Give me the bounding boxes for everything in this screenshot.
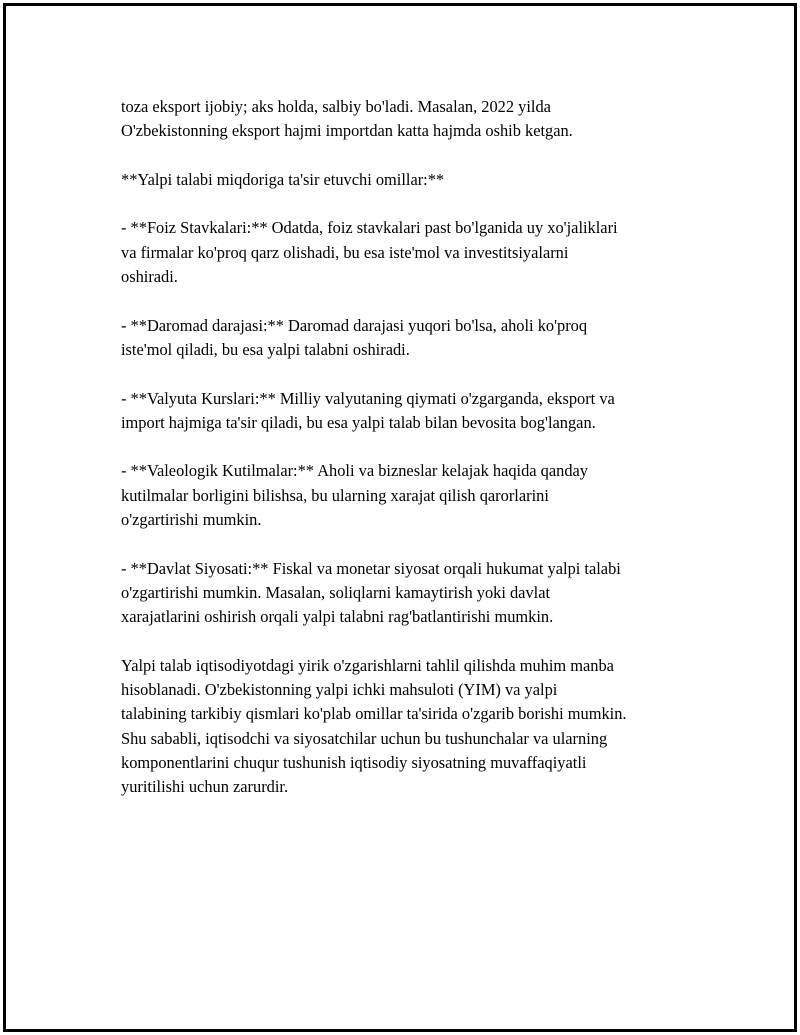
list-item-exchange-rates: - **Valyuta Kurslari:** Milliy valyutaning qiymati o'zgarganda, eksport va import hajmiga ta'sir qiladi, bu esa yalpi talab bilan bevosita bog'langan. (121, 388, 615, 432)
list-item-expectations: - **Valeologik Kutilmalar:** Aholi va bizneslar kelajak haqida qanday kutilmalar borligini bilishsa, bu ularning xarajat qilish qarorlarini o'zgartirishi mumkin. (121, 461, 588, 530)
list-item-government-policy: - **Davlat Siyosati:** Fiskal va monetar siyosat orqali hukumat yalpi talabi o'zgartirishi mumkin. Masalan, soliqlarni kamaytirish yoki davlat xarajatlarini oshirish orqali yalpi talabni rag'batlantirishi mumkin. (121, 558, 621, 627)
document-body (121, 95, 701, 824)
paragraph-factors-heading: **Yalpi talabi miqdoriga ta'sir etuvchi omillar:** (121, 169, 445, 189)
paragraph-conclusion: Yalpi talab iqtisodiyotdagi yirik o'zgarishlarni tahlil qilishda muhim manba hisoblanadi. O'zbekistonning yalpi ichki mahsuloti (YIM) va yalpi talabining tarkibiy qismlari ko'plab omillar ta'sirida o'zgarib borishi mumkin. Shu sababli, iqtisodchi va siyosatchilar uchun bu tushunchalar va ularning komponentlarini chuqur tushunish iqtisodiy siyosatning muvaffaqiyatli yuritilishi uchun zarurdir. (121, 655, 627, 797)
paragraph-net-export: toza eksport ijobiy; aks holda, salbiy bo'ladi. Masalan, 2022 yilda O'zbekistonning eksport hajmi importdan katta hajmda oshib ketgan. (121, 97, 573, 141)
list-item-interest-rates: - **Foiz Stavkalari:** Odatda, foiz stavkalari past bo'lganida uy xo'jaliklari va firmalar ko'proq qarz olishadi, bu esa iste'mol va investitsiyalarni oshiradi. (121, 218, 618, 287)
document-page (3, 3, 797, 1032)
list-item-income-level: - **Daromad darajasi:** Daromad darajasi yuqori bo'lsa, aholi ko'proq iste'mol qiladi, bu esa yalpi talabni oshiradi. (121, 315, 588, 359)
